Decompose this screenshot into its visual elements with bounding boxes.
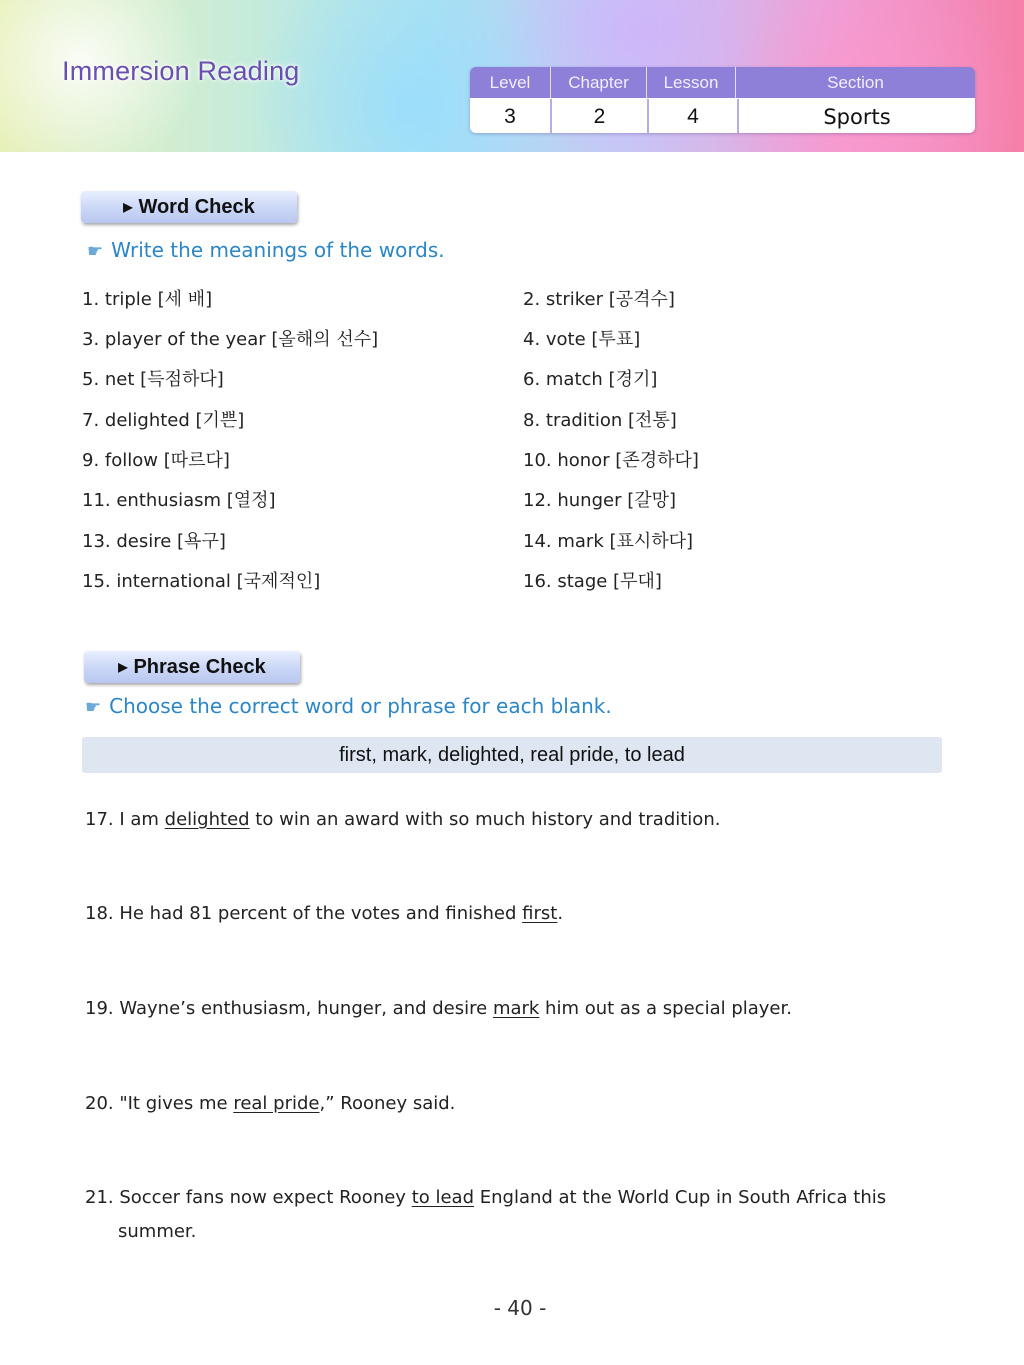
- word-item: 12. hunger [갈망]: [523, 490, 677, 511]
- chapter-value: 2: [552, 99, 649, 133]
- word-item: 14. mark [표시하다]: [523, 531, 694, 552]
- word-item: 15. international [국제적인]: [82, 571, 321, 592]
- sentence-text: 19. Wayne’s enthusiasm, hunger, and desire: [85, 998, 493, 1019]
- sentence-19: [85, 992, 792, 1026]
- word-item: 7. delighted [기쁜]: [82, 410, 245, 431]
- sentence-text: to win an award with so much history and tradition.: [249, 809, 721, 830]
- sentence-text: ,” Rooney said.: [319, 1093, 456, 1114]
- sentence-text: 21. Soccer fans now expect Rooney: [85, 1187, 412, 1208]
- word-item: 8. tradition [전통]: [523, 410, 677, 431]
- word-check-instruction: [87, 238, 445, 262]
- word-item: 3. player of the year [올해의 선수]: [82, 329, 379, 350]
- answer-blank: mark: [492, 998, 540, 1019]
- phrase-check-instruction-text: Choose the correct word or phrase for each blank.: [109, 694, 612, 718]
- header-banner: [0, 0, 1024, 152]
- answer-blank: real pride: [233, 1093, 320, 1114]
- word-check-title: Word Check: [138, 195, 255, 218]
- triangle-right-icon: ▶: [118, 660, 128, 674]
- word-item: 13. desire [욕구]: [82, 531, 226, 552]
- phrase-check-instruction: [85, 694, 612, 718]
- word-check-tab: [81, 191, 297, 223]
- word-item: 1. triple [세 배]: [82, 289, 213, 310]
- word-check-instruction-text: Write the meanings of the words.: [111, 238, 445, 262]
- lesson-header: Lesson: [647, 67, 736, 98]
- brand-title: Immersion Reading: [62, 56, 300, 86]
- word-item: 9. follow [따르다]: [82, 450, 230, 471]
- answer-blank: delighted: [164, 809, 250, 830]
- page-number: - 40 -: [493, 1296, 547, 1320]
- chapter-header: Chapter: [551, 67, 647, 98]
- phrase-check-title: Phrase Check: [133, 655, 266, 678]
- pointing-hand-icon: ☛: [87, 241, 104, 262]
- level-header: Level: [470, 67, 551, 98]
- triangle-right-icon: ▶: [123, 200, 133, 214]
- phrase-check-tab: [84, 651, 300, 683]
- answer-blank: first: [522, 903, 558, 924]
- sentence-text: England at the World Cup in South Africa this: [474, 1187, 887, 1208]
- sentence-text: summer.: [118, 1221, 197, 1242]
- word-item: 10. honor [존경하다]: [523, 450, 699, 471]
- word-item: 2. striker [공격수]: [523, 289, 675, 310]
- lesson-info-table: [470, 67, 975, 133]
- sentence-text: him out as a special player.: [539, 998, 792, 1019]
- pointing-hand-icon: ☛: [85, 697, 102, 718]
- word-item: 11. enthusiasm [열정]: [82, 490, 276, 511]
- sentence-18: [85, 897, 563, 931]
- section-header: Section: [827, 72, 884, 92]
- info-header-row: [470, 67, 975, 98]
- sentence-text: 18. He had 81 percent of the votes and finished: [85, 903, 523, 924]
- word-item: 5. net [득점하다]: [82, 369, 224, 390]
- sentence-text: 20. "It gives me: [85, 1093, 234, 1114]
- sentence-17: [85, 803, 720, 837]
- word-item: 4. vote [투표]: [523, 329, 641, 350]
- section-value: Sports: [823, 104, 891, 129]
- sentence-text: 17. I am: [85, 809, 165, 830]
- info-values-row: [470, 98, 975, 133]
- sentence-20: [85, 1087, 455, 1121]
- level-value: 3: [470, 99, 552, 133]
- word-item: 6. match [경기]: [523, 369, 658, 390]
- word-bank: first, mark, delighted, real pride, to lead: [82, 737, 942, 773]
- sentence-text: .: [557, 903, 564, 924]
- sentence-21: [85, 1181, 886, 1249]
- word-item: 16. stage [무대]: [523, 571, 662, 592]
- answer-blank: to lead: [411, 1187, 475, 1208]
- lesson-value: 4: [649, 99, 739, 133]
